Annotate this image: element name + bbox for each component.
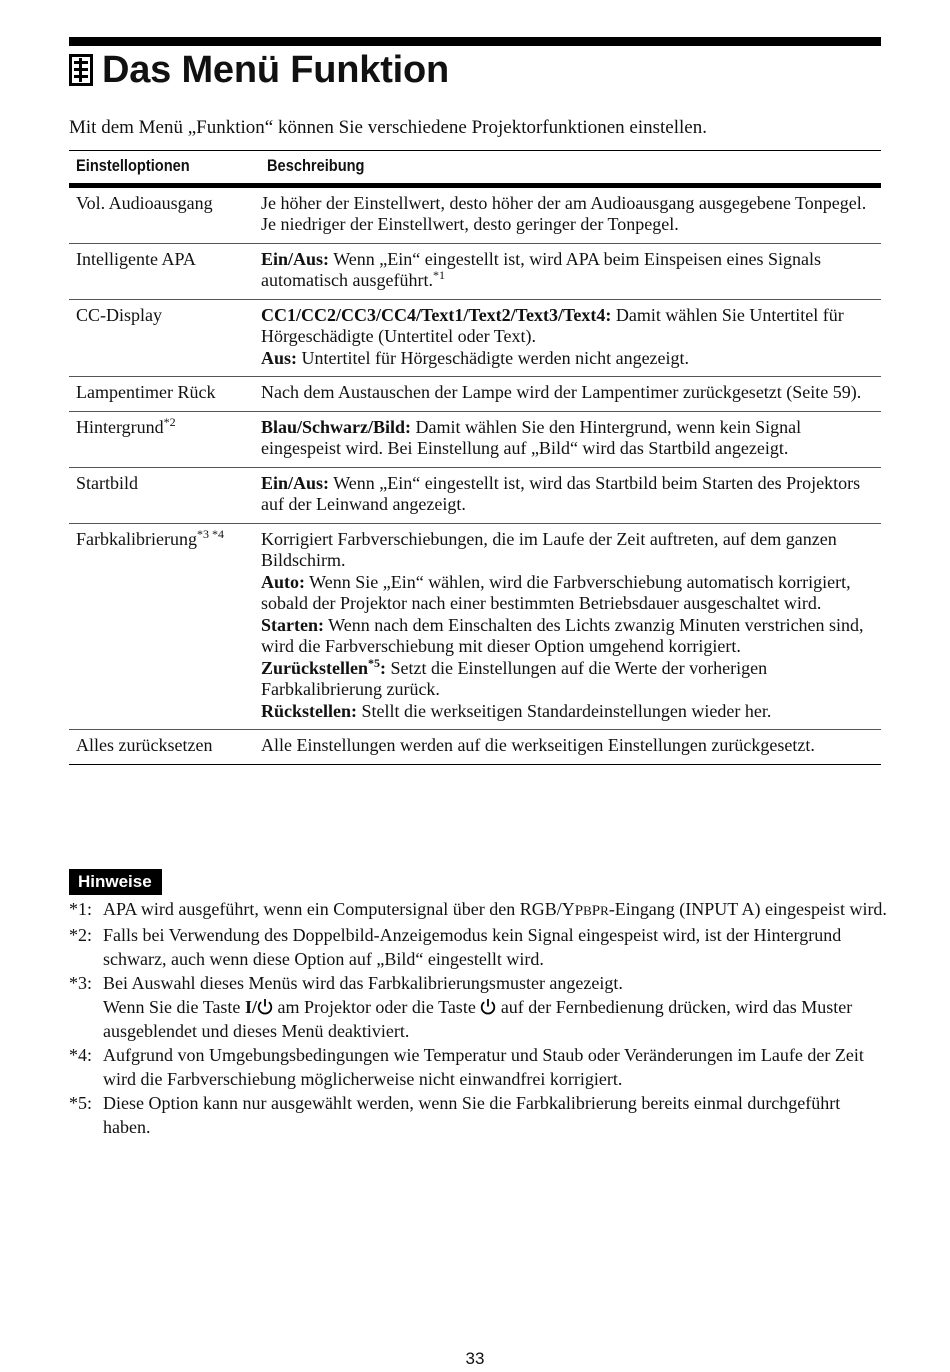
notes-list [69, 897, 889, 1139]
option-description: Korrigiert Farbverschiebungen, die im Laufe der Zeit auftreten, auf dem ganzen Bildschirm. Auto: Wenn Sie „Ein“ wählen, wird die Farbverschiebung automatisch korrigiert, sobald der Projektor nach einer bestimmten Betriebsdauer ausgeschaltet wird. Starten: Wenn nach dem Einschalten des Lichts zwanzig Minuten verstrichen sind, wird die Farbverschiebung mit dieser Option umgehend korrigiert. Zurückstellen$^{*5}$: Setzt die Einstellungen auf die Werte der vorherigen Farbkalibrierung zurück. Rückstellen: Stellt die werkseitigen Standardeinstellungen wieder her. [254, 523, 881, 730]
page-title: Das Menü Funktion [102, 48, 450, 91]
title-rule [69, 37, 881, 46]
option-name: Alles zurücksetzen [69, 730, 254, 765]
note-5: *5: Diese Option kann nur ausgewählt werden, wenn Sie die Farbkalibrierung bereits einmal durchgeführt haben. [69, 1093, 841, 1137]
option-description: Nach dem Austauschen der Lampe wird der Lampentimer zurückgesetzt (Seite 59). [254, 377, 881, 412]
table-row [69, 523, 881, 730]
note-4: *4: Aufgrund von Umgebungsbedingungen wie Temperatur und Staub oder Veränderungen im Laufe der Zeit wird die Farbverschiebung möglicherweise nicht einwandfrei korrigiert. [69, 1045, 864, 1089]
option-name: Intelligente APA [69, 243, 254, 299]
table-row [69, 243, 881, 299]
ypbpr-label: YPBPR [561, 899, 609, 919]
option-name: Vol. Audioausgang [69, 185, 254, 243]
header-description: Beschreibung [254, 151, 881, 186]
table-row [69, 377, 881, 412]
table-row [69, 730, 881, 765]
table-row [69, 299, 881, 377]
option-name: Lampentimer Rück [69, 377, 254, 412]
option-name: Hintergrund$^{*2}$ [69, 411, 254, 467]
table-header-row [69, 151, 881, 186]
options-table [69, 150, 881, 765]
intro-text: Mit dem Menü „Funktion“ können Sie verschiedene Projektorfunktionen einstellen. [69, 117, 707, 138]
page-number: 33 [465, 1349, 485, 1368]
notes-heading: Hinweise [69, 869, 162, 895]
power-icon [257, 998, 273, 1016]
option-description: Blau/Schwarz/Bild: Damit wählen Sie den Hintergrund, wenn kein Signal eingespeist wird. Bei Einstellung auf „Bild“ wird das Startbild angezeigt. [254, 411, 881, 467]
option-description: Ein/Aus: Wenn „Ein“ eingestellt ist, wird das Startbild beim Starten des Projektors auf der Leinwand angezeigt. [254, 467, 881, 523]
header-options: Einstelloptionen [69, 151, 254, 186]
note-3: *3: Bei Auswahl dieses Menüs wird das Farbkalibrierungsmuster angezeigt. Wenn Sie die Taste I/ am Projektor oder die Taste auf der Fernbedienung drücken, wird das Muster ausgeblendet und dieses Menü deaktiviert. [69, 973, 853, 1041]
option-name: Startbild [69, 467, 254, 523]
option-description: CC1/CC2/CC3/CC4/Text1/Text2/Text3/Text4: Damit wählen Sie Untertitel für Hörgeschädigte (Untertitel oder Text). Aus: Untertitel für Hörgeschädigte werden nicht angezeigt. [254, 299, 881, 377]
note-1: *1: APA wird ausgeführt, wenn ein Computersignal über den RGB/YPBPR-Eingang (INPUT A) eingespeist wird. [69, 899, 887, 919]
menu-list-icon [69, 54, 93, 86]
option-name: CC-Display [69, 299, 254, 377]
table-row [69, 185, 881, 243]
option-name: Farbkalibrierung$^{*3 *4}$ [69, 523, 254, 730]
note-2: *2: Falls bei Verwendung des Doppelbild-Anzeigemodus kein Signal eingespeist wird, ist der Hintergrund schwarz, auch wenn diese Option auf „Bild“ eingestellt wird. [69, 925, 842, 969]
power-icon [480, 998, 496, 1016]
title-row [69, 48, 449, 92]
option-description: Ein/Aus: Wenn „Ein“ eingestellt ist, wird APA beim Einspeisen eines Signals automatisch ausgeführt.$^{*1}$ [254, 243, 881, 299]
option-description: Alle Einstellungen werden auf die werkseitigen Einstellungen zurückgesetzt. [254, 730, 881, 765]
table-row [69, 467, 881, 523]
option-description: Je höher der Einstellwert, desto höher der am Audioausgang ausgegebene Tonpegel. Je niedriger der Einstellwert, desto geringer der Tonpegel. [254, 185, 881, 243]
table-row [69, 411, 881, 467]
